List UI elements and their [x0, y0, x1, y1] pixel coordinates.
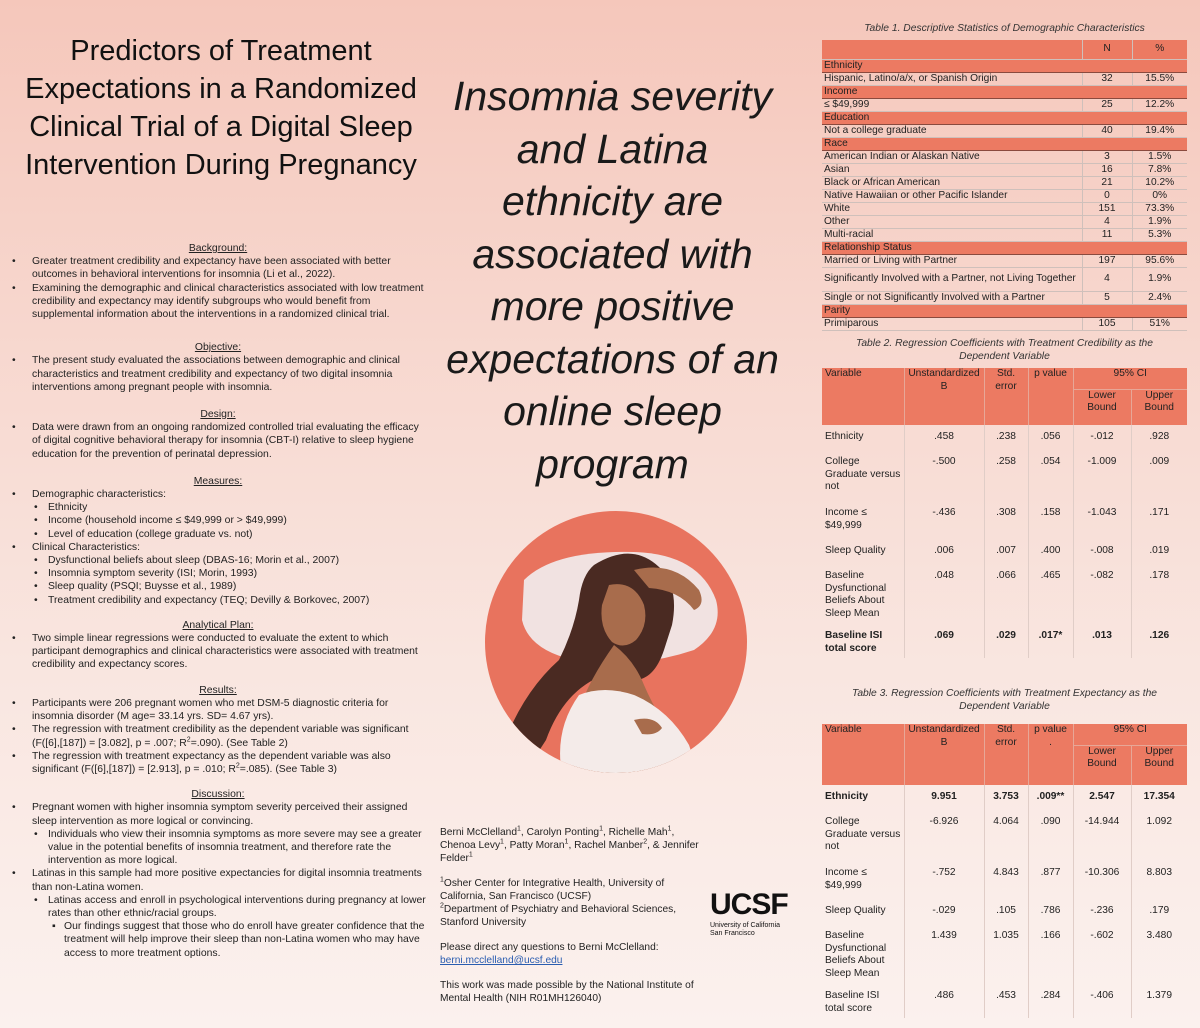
group-label: Parity [822, 304, 1187, 317]
row-se: .238 [984, 425, 1028, 450]
measures-list [8, 488, 428, 501]
group-label: Income [822, 85, 1187, 98]
header-cell [822, 40, 1082, 59]
row-pct: 51% [1132, 317, 1187, 330]
design-list [8, 421, 428, 461]
row-se: 4.843 [984, 861, 1028, 899]
header-unstandardized: Unstandardized B [904, 368, 984, 425]
row-label: Multi-racial [822, 228, 1082, 241]
row-upper: .126 [1131, 624, 1187, 658]
row-se: .066 [984, 564, 1028, 624]
row-pct: 10.2% [1132, 176, 1187, 189]
table-row [822, 124, 1187, 137]
row-p: .009** [1028, 785, 1073, 810]
ucsf-logo [710, 890, 800, 938]
demographics-table [822, 40, 1187, 331]
affiliation-1: Osher Center for Integrative Health, University of California, San Francisco (UCSF) [440, 878, 665, 902]
row-lower: -1.009 [1073, 450, 1131, 501]
affiliation-sup: 1 [667, 825, 672, 833]
affiliation-sup: 1 [500, 838, 504, 846]
row-label: American Indian or Alaskan Native [822, 150, 1082, 163]
row-p: .786 [1028, 899, 1073, 924]
row-lower: -1.043 [1073, 501, 1131, 539]
row-n: 21 [1082, 176, 1132, 189]
header-n: N [1082, 40, 1132, 59]
funding: This work was made possible by the National Institute of Mental Health (NIH R01MH126040) [440, 980, 694, 1004]
expectancy-regression-table [822, 724, 1187, 1018]
row-n: 32 [1082, 72, 1132, 85]
table-header-row [822, 40, 1187, 59]
row-lower: -.236 [1073, 899, 1131, 924]
row-upper: .179 [1131, 899, 1187, 924]
table2-caption: Table 2. Regression Coefficients with Treatment Credibility as the Dependent Variable [855, 338, 1154, 362]
r-squared-sup: 2 [186, 736, 191, 744]
demographic-list [8, 501, 428, 541]
table-row [822, 450, 1187, 501]
row-label: Other [822, 215, 1082, 228]
table-row [822, 539, 1187, 564]
header-upper-bound: Upper Bound [1131, 745, 1187, 785]
row-b: .048 [904, 564, 984, 624]
group-label: Education [822, 111, 1187, 124]
row-lower: -.406 [1073, 984, 1131, 1018]
logo-line: San Francisco [710, 930, 755, 937]
table-group-row [822, 304, 1187, 317]
email-link[interactable]: berni.mcclelland@ucsf.edu [440, 955, 563, 966]
table-row [822, 176, 1187, 189]
row-lower: -.082 [1073, 564, 1131, 624]
results-item [8, 750, 428, 776]
affiliation-2: Department of Psychiatry and Behavioral Sciences, Stanford University [440, 904, 677, 928]
row-lower: -.008 [1073, 539, 1131, 564]
row-upper: 8.803 [1131, 861, 1187, 899]
row-se: .007 [984, 539, 1028, 564]
author-name: , Rachel Manber [568, 840, 644, 851]
results-text: The regression with treatment expectancy as the dependent variable was also significant (F([6],[187]) = [2.913], p = .010; R [32, 750, 391, 775]
row-b: .486 [904, 984, 984, 1018]
row-pct: 1.9% [1132, 267, 1187, 291]
row-pct: 12.2% [1132, 98, 1187, 111]
row-p: .090 [1028, 810, 1073, 861]
design-heading: Design: [200, 409, 236, 421]
analytical-plan-item: • Two simple linear regressions were conducted to evaluate the extent to which participant demographics and clinical characteristics were associated with treatment credibility and expectancy scores. [8, 632, 428, 672]
header-lower-bound: Lower Bound [1073, 389, 1131, 425]
row-lower: 2.547 [1073, 785, 1131, 810]
contact [440, 941, 710, 967]
table-row [822, 317, 1187, 330]
row-label: Hispanic, Latino/a/x, or Spanish Origin [822, 72, 1082, 85]
row-label: Black or African American [822, 176, 1082, 189]
table-row [822, 564, 1187, 624]
measures-heading: Measures: [193, 475, 243, 487]
row-label: ≤ $49,999 [822, 98, 1082, 111]
row-b: 1.439 [904, 924, 984, 984]
table-row [822, 202, 1187, 215]
row-variable: Income ≤ $49,999 [825, 507, 867, 531]
row-pct: 1.5% [1132, 150, 1187, 163]
group-label: Ethnicity [822, 59, 1187, 72]
row-n: 11 [1082, 228, 1132, 241]
row-se: .453 [984, 984, 1028, 1018]
row-upper: 1.379 [1131, 984, 1187, 1018]
row-p: .056 [1028, 425, 1073, 450]
row-label: Married or Living with Partner [822, 254, 1082, 267]
credibility-table-body [822, 368, 1187, 425]
row-se: .029 [984, 624, 1028, 658]
discussion-subsublist [8, 920, 428, 960]
row-pct: 19.4% [1132, 124, 1187, 137]
row-upper: 17.354 [1131, 785, 1187, 810]
results-text: =.090). (See Table 2) [190, 737, 288, 749]
table-row [822, 924, 1187, 984]
table-row [822, 254, 1187, 267]
table-row [822, 189, 1187, 202]
logo-subtitle [710, 922, 800, 938]
discussion-item: • Latinas in this sample had more positive expectancies for digital insomnia treatments than non-Latina women. [8, 867, 428, 893]
header-variable: Variable [822, 368, 904, 425]
table-row [822, 150, 1187, 163]
row-n: 151 [1082, 202, 1132, 215]
row-variable: Sleep Quality [825, 905, 886, 916]
left-column [8, 242, 428, 960]
row-variable: Baseline ISI total score [825, 990, 880, 1014]
affiliation-sup: 1 [468, 851, 473, 859]
row-p: .017* [1028, 624, 1073, 658]
row-se: 4.064 [984, 810, 1028, 861]
row-p: .877 [1028, 861, 1073, 899]
row-upper: 3.480 [1131, 924, 1187, 984]
row-b: -.752 [904, 861, 984, 899]
row-upper: 1.092 [1131, 810, 1187, 861]
results-item [8, 723, 428, 749]
clinical-item: • Sleep quality (PSQI; Buysse et al., 1989) [8, 580, 428, 593]
row-label: Asian [822, 163, 1082, 176]
table-row [822, 785, 1187, 810]
header-std-error: Std. error [984, 724, 1028, 785]
table-row [822, 163, 1187, 176]
clinical-item: • Insomnia symptom severity (ISI; Morin, 1993) [8, 567, 428, 580]
row-upper: .019 [1131, 539, 1187, 564]
table-row [822, 810, 1187, 861]
table-group-row [822, 111, 1187, 124]
author-list [440, 826, 710, 865]
headline-statement: Insomnia severity and Latina ethnicity are associated with more positive expectations of an online sleep program [446, 73, 779, 487]
table3-caption: Table 3. Regression Coefficients with Treatment Expectancy as the Dependent Variable [851, 688, 1158, 712]
results-item: • Participants were 206 pregnant women who met DSM-5 diagnostic criteria for insomnia disorder (M age= 33.14 yrs. SD= 4.67 yrs). [8, 697, 428, 723]
row-label: Single or not Significantly Involved with a Partner [822, 291, 1082, 304]
row-variable: Ethnicity [825, 431, 864, 442]
table-row [822, 899, 1187, 924]
table-row [822, 228, 1187, 241]
demographics-table-body [822, 40, 1187, 330]
discussion-heading: Discussion: [191, 789, 245, 801]
row-label: White [822, 202, 1082, 215]
row-b: -.029 [904, 899, 984, 924]
affiliations [440, 877, 710, 929]
row-p: .284 [1028, 984, 1073, 1018]
author-name: Berni McClelland [440, 827, 518, 838]
background-item: • Examining the demographic and clinical characteristics associated with low treatment credibility and expectancy may identify subgroups who would benefit from supplemental information about the interventions in a randomized clinical trial. [8, 282, 428, 322]
row-n: 5 [1082, 291, 1132, 304]
row-lower: -14.944 [1073, 810, 1131, 861]
row-variable: Baseline Dysfunctional Beliefs About Sleep Mean [825, 930, 887, 979]
row-label: Primiparous [822, 317, 1082, 330]
table-row [822, 984, 1187, 1018]
r-squared-sup: 2 [235, 762, 240, 770]
credibility-table-rows [822, 425, 1187, 658]
row-p: .166 [1028, 924, 1073, 984]
row-b: -.436 [904, 501, 984, 539]
poster-title: Predictors of Treatment Expectations in a Randomized Clinical Trial of a Digital Sleep Intervention During Pregnancy [25, 35, 417, 181]
table-group-row [822, 241, 1187, 254]
row-lower: -10.306 [1073, 861, 1131, 899]
header-p-value: p value . [1028, 724, 1073, 785]
demographic-label: Demographic characteristics: [32, 489, 166, 501]
author-name: , Chenoa Levy [440, 827, 675, 851]
table-group-row [822, 59, 1187, 72]
authors-block [440, 826, 710, 1017]
contact-text: Please direct any questions to Berni McClelland: [440, 942, 659, 953]
row-se: .308 [984, 501, 1028, 539]
table-row [822, 215, 1187, 228]
row-n: 40 [1082, 124, 1132, 137]
clinical-item: • Treatment credibility and expectancy (TEQ; Devilly & Borkovec, 2007) [8, 594, 428, 607]
affiliation-sup: 2 [643, 838, 648, 846]
row-label: Not a college graduate [822, 124, 1082, 137]
discussion-sublist-2 [8, 894, 428, 920]
row-p: .400 [1028, 539, 1073, 564]
row-variable: Ethnicity [825, 791, 869, 802]
objective-item: • The present study evaluated the associations between demographic and clinical characteristics and treatment credibility and expectancy of two digital insomnia interventions among pregnant people with insomnia. [8, 354, 428, 394]
affiliation-sup: 1 [599, 825, 603, 833]
row-pct: 0% [1132, 189, 1187, 202]
row-n: 4 [1082, 215, 1132, 228]
discussion-list [8, 801, 428, 827]
header-lower-bound: Lower Bound [1073, 745, 1131, 785]
row-b: .006 [904, 539, 984, 564]
author-name: , & Jennifer Felder [440, 840, 699, 864]
discussion-sublist [8, 828, 428, 868]
row-lower: -.012 [1073, 425, 1131, 450]
table-row [822, 267, 1187, 291]
discussion-subitem: • Individuals who view their insomnia symptoms as more severe may see a greater value in the potential benefits of insomnia treatment, and therefore rate the intervention as more logical. [8, 828, 428, 868]
discussion-item: • Pregnant women with higher insomnia symptom severity perceived their assigned sleep intervention as more logical or convincing. [8, 801, 428, 827]
row-p: .158 [1028, 501, 1073, 539]
row-upper: .178 [1131, 564, 1187, 624]
demographic-item: • Level of education (college graduate vs. not) [8, 528, 428, 541]
row-n: 197 [1082, 254, 1132, 267]
design-item: • Data were drawn from an ongoing randomized controlled trial evaluating the efficacy of digital cognitive behavioral therapy for insomnia (CBT-I) relative to sleep hygiene education for the prevention of perinatal depression. [8, 421, 428, 461]
row-variable: College Graduate versus not [825, 816, 901, 852]
row-pct: 5.3% [1132, 228, 1187, 241]
row-pct: 73.3% [1132, 202, 1187, 215]
author-name: , Richelle Mah [602, 827, 668, 838]
header-p-value: p value [1028, 368, 1073, 425]
row-b: .069 [904, 624, 984, 658]
header-std-error: Std. error [984, 368, 1028, 425]
results-list [8, 697, 428, 776]
clinical-list [8, 554, 428, 607]
measures-clinical-list [8, 541, 428, 554]
table-header-row [822, 368, 1187, 389]
objective-heading: Objective: [194, 342, 242, 354]
row-variable: Baseline ISI total score [825, 630, 883, 654]
table1-caption: Table 1. Descriptive Statistics of Demographic Characteristics [864, 23, 1145, 34]
row-pct: 2.4% [1132, 291, 1187, 304]
row-n: 3 [1082, 150, 1132, 163]
analytical-plan-list [8, 632, 428, 672]
header-upper-bound: Upper Bound [1131, 389, 1187, 425]
row-se: .105 [984, 899, 1028, 924]
row-n: 16 [1082, 163, 1132, 176]
table-row [822, 425, 1187, 450]
row-pct: 95.6% [1132, 254, 1187, 267]
logo-line: University of California [710, 922, 781, 929]
measures-demographic [8, 488, 428, 501]
row-label: Native Hawaiian or other Pacific Islander [822, 189, 1082, 202]
table-row [822, 624, 1187, 658]
results-text: The regression with treatment credibility as the dependent variable was significant (F([6],[187]) = [3.082], p = .007; R [32, 724, 409, 749]
row-lower: -.602 [1073, 924, 1131, 984]
author-name: , Carolyn Ponting [520, 827, 600, 838]
row-b: 9.951 [904, 785, 984, 810]
row-b: .458 [904, 425, 984, 450]
row-se: .258 [984, 450, 1028, 501]
measures-clinical [8, 541, 428, 554]
row-se: 3.753 [984, 785, 1028, 810]
clinical-label: Clinical Characteristics: [32, 541, 140, 553]
background-item: • Greater treatment credibility and expectancy have been associated with better outcomes in behavioral interventions for insomnia (Li et al., 2022). [8, 255, 428, 281]
clinical-item: • Dysfunctional beliefs about sleep (DBAS-16; Morin et al., 2007) [8, 554, 428, 567]
objective-list [8, 354, 428, 394]
row-b: -6.926 [904, 810, 984, 861]
row-n: 4 [1082, 267, 1132, 291]
row-n: 105 [1082, 317, 1132, 330]
row-variable: Sleep Quality [825, 545, 886, 556]
row-variable: Baseline Dysfunctional Beliefs About Sleep Mean [825, 570, 887, 619]
analytical-plan-heading: Analytical Plan: [182, 619, 254, 631]
header-unstandardized: Unstandardized B [904, 724, 984, 785]
header-variable: Variable [822, 724, 904, 785]
header-pct: % [1132, 40, 1187, 59]
table-header-row [822, 724, 1187, 745]
header-ci: 95% CI [1073, 724, 1187, 745]
table-row [822, 98, 1187, 111]
background-heading: Background: [188, 243, 248, 254]
table-row [822, 291, 1187, 304]
affiliation-sup: 1 [440, 876, 444, 884]
affiliation-sup: 1 [564, 838, 569, 846]
row-lower: .013 [1073, 624, 1131, 658]
author-name: , Patty Moran [503, 840, 565, 851]
affiliation-sup: 2 [440, 902, 444, 910]
credibility-regression-table [822, 368, 1187, 658]
row-upper: .928 [1131, 425, 1187, 450]
demographic-item: • Income (household income ≤ $49,999 or > $49,999) [8, 514, 428, 527]
expectancy-table-rows [822, 785, 1187, 1018]
row-n: 25 [1082, 98, 1132, 111]
expectancy-table-body [822, 724, 1187, 785]
discussion-subitem: • Latinas access and enroll in psychological interventions during pregnancy at lower rates than other ethnic/racial groups. [8, 894, 428, 920]
group-label: Race [822, 137, 1187, 150]
row-n: 0 [1082, 189, 1132, 202]
pregnant-sleeping-woman-illustration [484, 510, 748, 774]
row-p: .054 [1028, 450, 1073, 501]
row-pct: 1.9% [1132, 215, 1187, 228]
discussion-subsubitem: ▪ Our findings suggest that those who do enroll have greater confidence that the treatment will help improve their sleep than non-Latina women who may have access to more treatment options. [8, 920, 428, 960]
row-se: 1.035 [984, 924, 1028, 984]
row-upper: .009 [1131, 450, 1187, 501]
group-label: Relationship Status [822, 241, 1187, 254]
results-text: =.085). (See Table 3) [239, 763, 337, 775]
table-row [822, 72, 1187, 85]
discussion-list-2 [8, 867, 428, 893]
table-row [822, 501, 1187, 539]
table-group-row [822, 85, 1187, 98]
logo-wordmark: UCSF [710, 888, 788, 921]
table-row [822, 861, 1187, 899]
row-label: Significantly Involved with a Partner, not Living Together [822, 267, 1082, 291]
header-ci: 95% CI [1073, 368, 1187, 389]
table-group-row [822, 137, 1187, 150]
background-list [8, 255, 428, 321]
affiliation-sup: 1 [517, 825, 521, 833]
row-pct: 7.8% [1132, 163, 1187, 176]
results-heading: Results: [199, 684, 237, 696]
row-upper: .171 [1131, 501, 1187, 539]
row-variable: Income ≤ $49,999 [825, 867, 867, 891]
row-pct: 15.5% [1132, 72, 1187, 85]
demographic-item: • Ethnicity [8, 501, 428, 514]
row-p: .465 [1028, 564, 1073, 624]
row-b: -.500 [904, 450, 984, 501]
row-variable: College Graduate versus not [825, 456, 901, 492]
